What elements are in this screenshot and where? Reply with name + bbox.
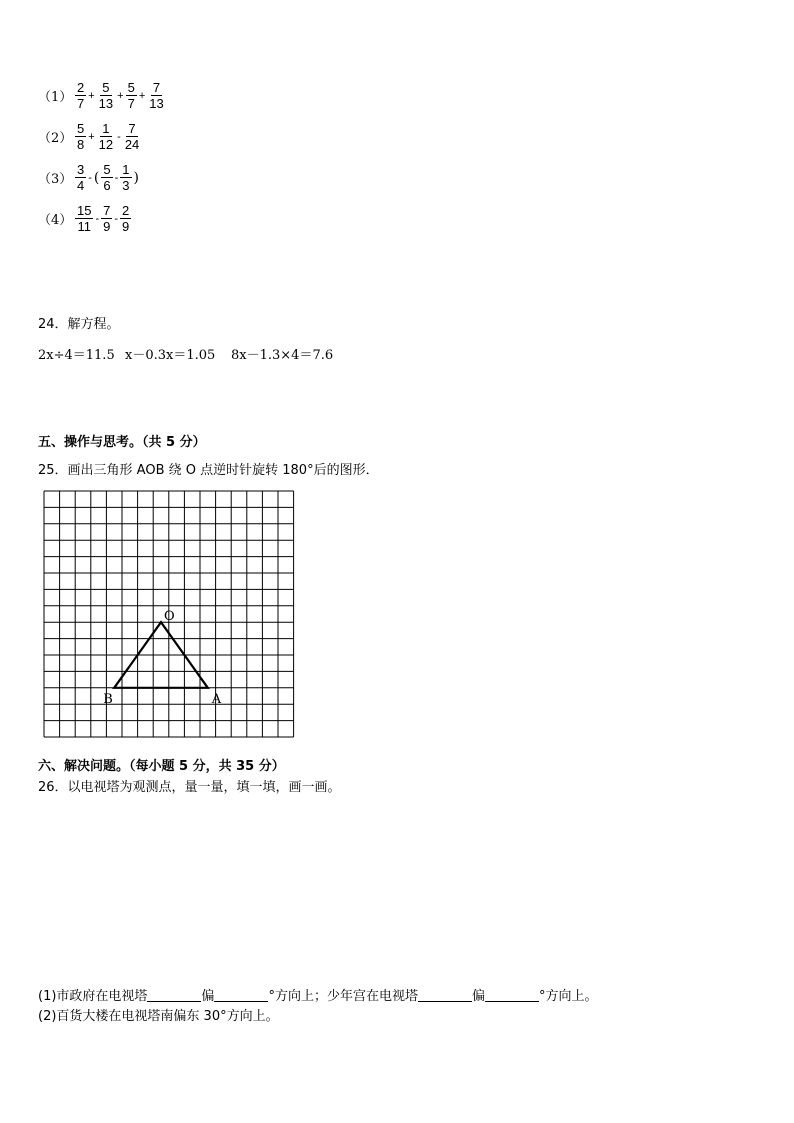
numerator: 5 — [77, 121, 85, 136]
denominator: 4 — [77, 178, 85, 193]
denominator: 11 — [77, 219, 91, 234]
operator: - — [88, 171, 92, 184]
operator: - — [114, 212, 119, 225]
q26-sub1-part-b: 偏 — [201, 989, 215, 1004]
numerator: 15 — [77, 203, 92, 218]
operator: + — [88, 89, 95, 102]
denominator: 6 — [103, 178, 111, 193]
q23-item-3 — [38, 162, 140, 193]
denominator: 9 — [122, 219, 130, 234]
fraction — [101, 162, 112, 193]
fraction — [120, 203, 131, 234]
q26-sub1-part-a: (1)市政府在电视塔 — [38, 989, 148, 1004]
numerator: 7 — [152, 80, 161, 95]
q24-equation-3: 8x－1.3×4＝7.6 — [231, 348, 334, 363]
q26-sub2: (2)百货大楼在电视塔南偏东 30°方向上。 — [38, 1009, 279, 1024]
numerator: 2 — [122, 203, 130, 218]
numerator: 5 — [102, 80, 110, 95]
operator: + — [138, 89, 146, 102]
q26-sub1 — [38, 985, 597, 1004]
q25-text: 25．画出三角形 AOB 绕 O 点逆时针旋转 180°后的图形． — [38, 463, 379, 478]
operator: - — [114, 171, 119, 184]
fraction — [75, 162, 86, 193]
q26-sub1-part-e: °方向上。 — [538, 989, 598, 1004]
fraction — [101, 203, 112, 234]
q26-sub1-part-c: °方向上；少年宫在电视塔 — [268, 989, 418, 1004]
operator: - — [95, 212, 100, 225]
section-6-heading: 六、解决问题。（每小题 5 分，共 35 分） — [38, 759, 285, 774]
fraction — [75, 203, 93, 234]
fraction — [147, 80, 165, 111]
item-label: （2） — [38, 131, 73, 146]
item-label: （3） — [38, 172, 73, 187]
answer-blank-2[interactable] — [214, 989, 268, 1002]
q24-equation-2: x－0.3x＝1.05 — [125, 348, 216, 363]
section-5-heading: 五、操作与思考。（共 5 分） — [38, 435, 206, 450]
q23-item-1 — [38, 80, 167, 111]
denominator: 3 — [122, 178, 130, 193]
fraction — [97, 80, 115, 111]
fraction — [75, 121, 86, 152]
q26-text: 26．以电视塔为观测点，量一量，填一填，画一画。 — [38, 780, 341, 795]
denominator: 24 — [124, 137, 140, 152]
item-label: （1） — [38, 90, 73, 105]
q26-sub1-part-d: 偏 — [471, 989, 485, 1004]
operator: + — [117, 89, 124, 102]
rotation-grid — [38, 487, 300, 745]
fraction — [97, 121, 115, 152]
fraction — [126, 80, 137, 111]
numerator: 1 — [122, 162, 130, 177]
fraction — [120, 162, 131, 193]
item-label: （4） — [38, 213, 73, 228]
numerator: 5 — [127, 80, 135, 95]
vertex-label-o: O — [164, 609, 175, 625]
fraction — [75, 80, 86, 111]
numerator: 7 — [128, 121, 136, 136]
denominator: 12 — [98, 137, 114, 152]
denominator: 9 — [103, 219, 111, 234]
numerator: 3 — [77, 162, 85, 177]
answer-blank-1[interactable] — [147, 989, 201, 1002]
numerator: 5 — [103, 162, 111, 177]
denominator: 8 — [77, 137, 85, 152]
numerator: 1 — [102, 121, 110, 136]
answer-blank-4[interactable] — [485, 989, 539, 1002]
denominator: 7 — [127, 96, 135, 111]
q24-title: 24．解方程。 — [38, 317, 120, 332]
numerator: 2 — [77, 80, 85, 95]
operator: + — [88, 130, 95, 143]
denominator: 13 — [98, 96, 114, 111]
q23-item-4 — [38, 203, 132, 234]
vertex-label-a: A — [211, 691, 222, 707]
denominator: 7 — [77, 96, 85, 111]
answer-blank-3[interactable] — [418, 989, 472, 1002]
operator: - — [117, 130, 121, 143]
parenthesis: ) — [133, 169, 139, 186]
q23-item-2 — [38, 121, 142, 152]
q24-equation-1: 2x÷4＝11.5 — [38, 348, 115, 363]
numerator: 7 — [103, 203, 111, 218]
denominator: 13 — [149, 96, 164, 111]
parenthesis: ( — [93, 169, 100, 186]
fraction — [123, 121, 141, 152]
vertex-label-b: B — [103, 691, 113, 707]
